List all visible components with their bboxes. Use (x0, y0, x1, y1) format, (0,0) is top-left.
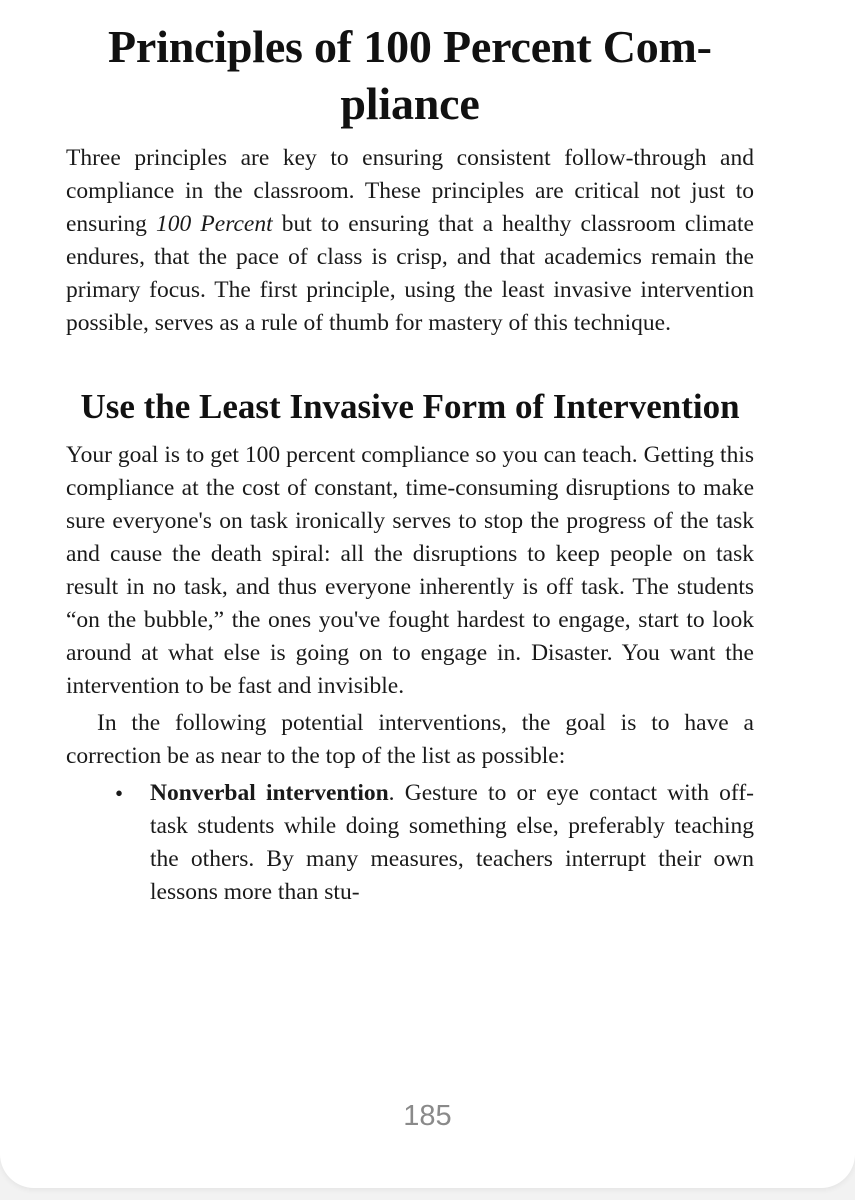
intro-text-start: Three principles are key to ensuring consistent follow-through and compliance in the classroom. These principles are critical not just to ensuring (66, 145, 754, 237)
intro-italic-term: 100 Percent (156, 211, 273, 237)
list-item (115, 777, 754, 909)
subsection-heading: Use the Least Invasive Form of Intervention (80, 387, 740, 426)
section-heading: Principles of 100 Percent Compliance (108, 21, 712, 129)
intro-paragraph (66, 142, 754, 340)
list-item-term: Nonverbal intervention (150, 780, 389, 806)
page-content (66, 18, 754, 909)
intro-text-end: but to ensuring that a healthy classroom climate endures, that the pace of class is crisp, and that academics remain the primary focus. The first principle, using the least invasive intervention possible, serves as a rule of thumb for mastery of this technique. (66, 211, 754, 336)
intervention-list (66, 777, 754, 909)
list-item-text: . Gesture to or eye contact with off-task students while doing something else, preferably teaching the others. By many measures, teachers interrupt their own lessons more than stu- (150, 780, 754, 905)
body-paragraph-1: Your goal is to get 100 percent compliance so you can teach. Getting this compliance at the cost of constant, time-consuming disruptions to make sure everyone's on task ironically serves to stop the progress of the task and cause the death spiral: all the disruptions to keep people on task result in no task, and thus everyone inherently is off task. The students “on the bubble,” the ones you've fought hardest to engage, start to look around at what else is going on to engage in. Disaster. You want the intervention to be fast and invisible. (66, 442, 754, 699)
bullet-icon: • (115, 781, 124, 806)
body-paragraph-2: In the following potential interventions, the goal is to have a correction be as near to the top of the list as possible: (66, 710, 754, 769)
page-number: 185 (403, 1100, 452, 1132)
